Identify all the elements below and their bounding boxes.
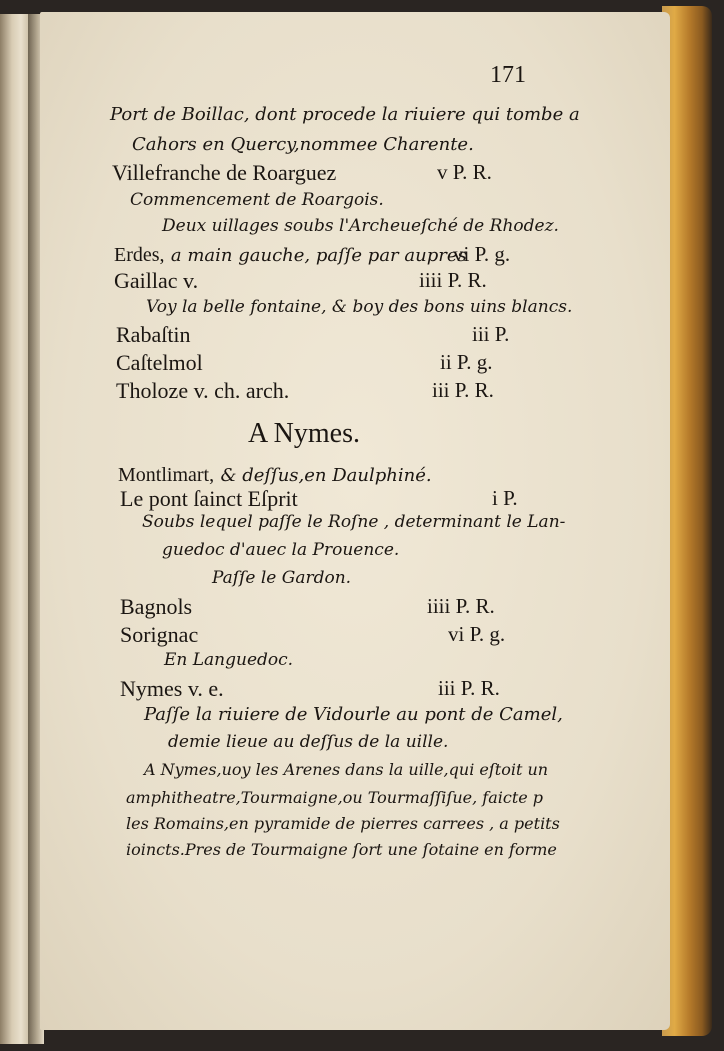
text-line-22: Paſſe la riuiere de Vidourle au pont de Camel, — [144, 704, 563, 725]
distance-sorignac: vi P. g. — [448, 622, 506, 646]
distance-nymes: iii P. R. — [438, 676, 500, 700]
distance-bagnols: iiii P. R. — [427, 594, 495, 618]
facing-page-edge — [0, 14, 30, 1044]
text-line-26: les Romains,en pyramide de pierres carrees , a petits — [126, 814, 560, 833]
place-bagnols: Bagnols — [120, 594, 193, 619]
place-tholoze: Tholoze v. ch. arch. — [116, 378, 290, 403]
text-line-17: Paſſe le Gardon. — [212, 568, 352, 588]
text-line-20: En Languedoc. — [164, 650, 294, 670]
distance-tholoze: iii P. R. — [432, 378, 494, 402]
place-castelmol: Caſtelmol — [116, 350, 203, 375]
place-gaillac: Gaillac v. — [114, 268, 199, 293]
place-erdes: Erdes, a main gauche, paſſe par aupres — [114, 244, 467, 266]
text-line-15: Soubs lequel paſſe le Roſne , determinant le Lan- — [142, 512, 566, 532]
distance-gaillac: iiii P. R. — [419, 268, 487, 292]
distance-pont-saint-esprit: i P. — [492, 486, 518, 510]
section-heading: A Nymes. — [248, 418, 360, 449]
text-line-25: amphitheatre,Tourmaigne,ou Tourmaſſiſue, faicte p — [126, 788, 544, 807]
text-line-5: Deux uillages soubs l'Archeueſché de Rhodez. — [162, 216, 559, 236]
place-montlimart: Montlimart, & deſſus,en Daulphiné. — [118, 464, 432, 486]
place-villefranche: Villefranche de Roarguez — [112, 160, 337, 185]
text-line-23: demie lieue au deſſus de la uille. — [168, 732, 449, 752]
distance-villefranche: v P. R. — [437, 160, 492, 184]
text-line-1: Port de Boillac, dont procede la riuiere qui tombe a — [110, 104, 580, 125]
text-line-24: A Nymes,uoy les Arenes dans la uille,qui eſtoit un — [144, 760, 549, 779]
text-line-27: ioincts.Pres de Tourmaigne ſort une ſotaine en forme — [126, 840, 557, 859]
distance-erdes: vi P. g. — [453, 242, 511, 266]
text-line-4: Commencement de Roargois. — [130, 190, 384, 210]
place-pont-saint-esprit: Le pont ſainct Eſprit — [120, 486, 298, 511]
place-rabastin: Rabaſtin — [116, 322, 191, 347]
text-line-8: Voy la belle fontaine, & boy des bons uins blancs. — [146, 297, 573, 317]
distance-castelmol: ii P. g. — [440, 350, 493, 374]
distance-rabastin: iii P. — [472, 322, 510, 346]
page-number: 171 — [490, 62, 526, 88]
text-line-2: Cahors en Quercy,nommee Charente. — [132, 134, 474, 155]
place-nymes: Nymes v. e. — [120, 676, 224, 701]
text-line-16: guedoc d'auec la Prouence. — [162, 540, 400, 560]
place-sorignac: Sorignac — [120, 622, 199, 647]
